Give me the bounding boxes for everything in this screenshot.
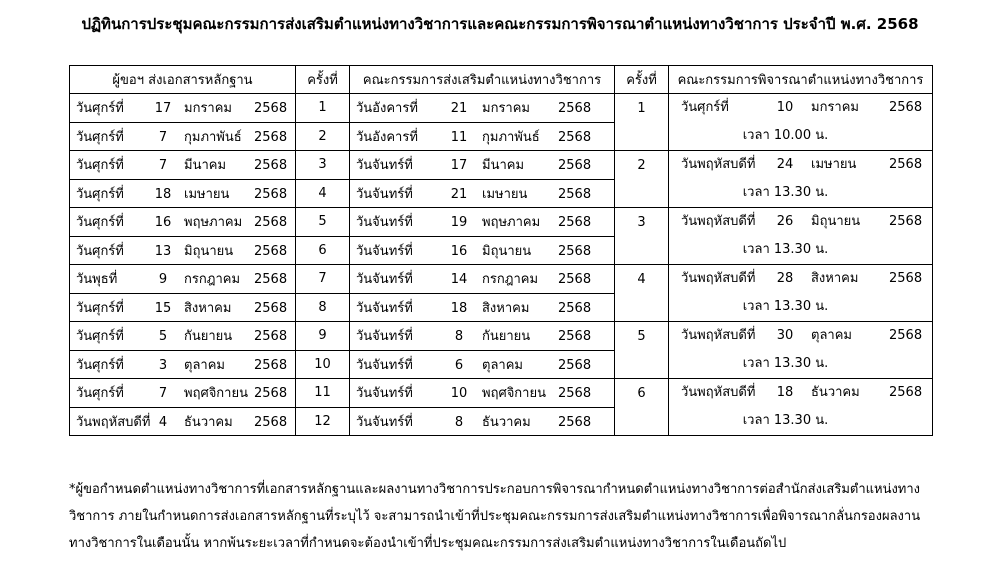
review-time: เวลา 13.30 น.: [742, 356, 829, 371]
p-weekday: วันจันทร์ที่: [356, 329, 413, 345]
table-row: [70, 94, 933, 123]
round-cell: 9: [296, 322, 350, 351]
review-date-number: 10: [776, 100, 794, 115]
p-year: 2568: [558, 158, 592, 174]
p-month: ตุลาคม: [482, 357, 523, 373]
review-time: เวลา 10.00 น.: [742, 128, 829, 143]
promotion-date-cell: [350, 94, 615, 123]
s-month: ตุลาคม: [184, 357, 225, 373]
meeting-round-cell: [615, 151, 669, 208]
review-time: เวลา 13.30 น.: [742, 413, 829, 428]
table-row: [70, 208, 933, 237]
s-month: กรกฎาคม: [184, 272, 241, 288]
round-cell: 12: [296, 407, 350, 436]
p-month: มีนาคม: [482, 158, 525, 174]
s-weekday: วันศุกร์ที่: [76, 300, 124, 316]
promotion-date-cell: [350, 208, 615, 237]
p-weekday: วันจันทร์ที่: [356, 357, 413, 373]
p-weekday: วันจันทร์ที่: [356, 386, 413, 402]
header-promotion-committee: คณะกรรมการส่งเสริมตำแหน่งทางวิชาการ: [350, 66, 615, 94]
table-row: [70, 151, 933, 180]
s-weekday: วันศุกร์ที่: [76, 186, 124, 202]
review-time: เวลา 13.30 น.: [742, 299, 829, 314]
s-month: กุมภาพันธ์: [184, 129, 242, 145]
review-time: เวลา 13.30 น.: [742, 185, 829, 200]
submit-date-cell: [70, 350, 296, 379]
meeting-round-cell: [615, 208, 669, 265]
p-year: 2568: [558, 129, 592, 145]
s-year: 2568: [254, 414, 288, 430]
submit-date-cell: [70, 407, 296, 436]
review-year: 2568: [889, 271, 923, 286]
p-year: 2568: [558, 300, 592, 316]
review-date-number: 28: [776, 271, 794, 286]
submit-date-cell: [70, 322, 296, 351]
p-date-number: 8: [454, 414, 464, 430]
s-year: 2568: [254, 186, 288, 202]
round-cell: 7: [296, 265, 350, 294]
round-cell: 4: [296, 179, 350, 208]
meeting-number: 5: [637, 329, 646, 344]
s-year: 2568: [254, 386, 288, 402]
table-row: [70, 265, 933, 294]
p-year: 2568: [558, 272, 592, 288]
meeting-number: 6: [637, 386, 646, 401]
p-weekday: วันจันทร์ที่: [356, 215, 413, 231]
s-weekday: วันพุธที่: [76, 272, 118, 288]
s-month: มิถุนายน: [184, 243, 234, 259]
review-year: 2568: [889, 100, 923, 115]
meeting-round-cell: [615, 322, 669, 379]
s-month: เมษายน: [184, 186, 230, 202]
meeting-number: 1: [637, 101, 646, 116]
promotion-date-cell: [350, 350, 615, 379]
p-date-number: 14: [450, 272, 468, 288]
review-month: ธันวาคม: [811, 385, 860, 400]
review-date-number: 24: [776, 157, 794, 172]
review-meeting-cell: [669, 265, 933, 322]
p-date-number: 21: [450, 186, 468, 202]
s-year: 2568: [254, 101, 288, 117]
p-date-number: 17: [450, 158, 468, 174]
p-weekday: วันจันทร์ที่: [356, 300, 413, 316]
s-year: 2568: [254, 357, 288, 373]
p-month: มิถุนายน: [482, 243, 532, 259]
p-date-number: 10: [450, 386, 468, 402]
promotion-date-cell: [350, 179, 615, 208]
round-cell: 2: [296, 122, 350, 151]
p-month: พฤศจิกายน: [482, 386, 546, 402]
round-cell: 1: [296, 94, 350, 123]
meeting-calendar-table: [69, 65, 933, 436]
review-year: 2568: [889, 328, 923, 343]
review-weekday: วันพฤหัสบดีที่: [681, 271, 756, 286]
promotion-date-cell: [350, 322, 615, 351]
s-date-number: 15: [154, 300, 172, 316]
meeting-number: 3: [637, 215, 646, 230]
p-weekday: วันจันทร์ที่: [356, 272, 413, 288]
p-date-number: 19: [450, 215, 468, 231]
submit-date-cell: [70, 379, 296, 408]
p-month: มกราคม: [482, 101, 530, 117]
s-month: กันยายน: [184, 329, 233, 345]
s-date-number: 17: [154, 101, 172, 117]
s-month: มกราคม: [184, 101, 232, 117]
p-month: สิงหาคม: [482, 300, 530, 316]
p-month: กันยายน: [482, 329, 531, 345]
p-weekday: วันอังคารที่: [356, 101, 418, 117]
submit-date-cell: [70, 236, 296, 265]
p-weekday: วันจันทร์ที่: [356, 414, 413, 430]
p-month: เมษายน: [482, 186, 528, 202]
s-year: 2568: [254, 129, 288, 145]
p-weekday: วันจันทร์ที่: [356, 158, 413, 174]
review-month: มกราคม: [811, 100, 859, 115]
round-cell: 5: [296, 208, 350, 237]
round-cell: 10: [296, 350, 350, 379]
review-month: มิถุนายน: [811, 214, 861, 229]
meeting-number: 2: [637, 158, 646, 173]
s-weekday: วันศุกร์ที่: [76, 386, 124, 402]
footnote: *ผู้ขอกำหนดตำแหน่งทางวิชาการที่เอกสารหลักฐานและผลงานทางวิชาการประกอบการพิจารณากำหนดตำแหน่งทางวิชาการต่อสำนักส่งเสริมตำแหน่งทางวิชาการ ภายในกำหนดการส่งเอกสารหลักฐานที่ระบุไว้ จะสามารถนำเข้าที่ประชุมคณะกรรมการส่งเสริมตำแหน่งทางวิชาการเพื่อพิจารณากลั่นกรองผลงานทางวิชาการในเดือนนั้น หากพ้นระยะเวลาที่กำหนดจะต้องนำเข้าที่ประชุมคณะกรรมการส่งเสริมตำแหน่งทางวิชาการในเดือนถัดไป: [69, 482, 921, 551]
round-cell: 6: [296, 236, 350, 265]
header-review-committee: คณะกรรมการพิจารณาตำแหน่งทางวิชาการ: [669, 66, 933, 94]
submit-date-cell: [70, 208, 296, 237]
submit-date-cell: [70, 293, 296, 322]
s-weekday: วันศุกร์ที่: [76, 357, 124, 373]
review-month: ตุลาคม: [811, 328, 852, 343]
p-year: 2568: [558, 357, 592, 373]
promotion-date-cell: [350, 293, 615, 322]
promotion-date-cell: [350, 236, 615, 265]
meeting-round-cell: [615, 265, 669, 322]
s-date-number: 4: [158, 414, 168, 430]
review-weekday: วันพฤหัสบดีที่: [681, 157, 756, 172]
s-date-number: 9: [158, 272, 168, 288]
page-title: ปฏิทินการประชุมคณะกรรมการส่งเสริมตำแหน่งทางวิชาการและคณะกรรมการพิจารณาตำแหน่งทางวิชาการ ประจำปี พ.ศ. 2568: [81, 15, 919, 33]
p-date-number: 16: [450, 243, 468, 259]
table-header-row: [70, 66, 933, 94]
p-month: พฤษภาคม: [482, 215, 541, 231]
review-year: 2568: [889, 214, 923, 229]
p-weekday: วันอังคารที่: [356, 129, 418, 145]
p-year: 2568: [558, 414, 592, 430]
s-year: 2568: [254, 300, 288, 316]
s-date-number: 7: [158, 158, 168, 174]
promotion-date-cell: [350, 122, 615, 151]
p-date-number: 8: [454, 329, 464, 345]
p-date-number: 11: [450, 129, 468, 145]
submit-date-cell: [70, 122, 296, 151]
review-year: 2568: [889, 385, 923, 400]
s-year: 2568: [254, 329, 288, 345]
review-weekday: วันศุกร์ที่: [681, 100, 729, 115]
s-weekday: วันพฤหัสบดีที่: [76, 414, 151, 430]
p-year: 2568: [558, 386, 592, 402]
submit-date-cell: [70, 94, 296, 123]
s-weekday: วันศุกร์ที่: [76, 129, 124, 145]
submit-date-cell: [70, 265, 296, 294]
review-date-number: 18: [776, 385, 794, 400]
review-meeting-cell: [669, 322, 933, 379]
review-weekday: วันพฤหัสบดีที่: [681, 214, 756, 229]
p-weekday: วันจันทร์ที่: [356, 243, 413, 259]
s-date-number: 3: [158, 357, 168, 373]
s-date-number: 7: [158, 386, 168, 402]
table-row: [70, 322, 933, 351]
p-date-number: 6: [454, 357, 464, 373]
review-date-number: 30: [776, 328, 794, 343]
meeting-round-cell: [615, 379, 669, 436]
s-weekday: วันศุกร์ที่: [76, 243, 124, 259]
s-weekday: วันศุกร์ที่: [76, 101, 124, 117]
s-weekday: วันศุกร์ที่: [76, 329, 124, 345]
s-month: ธันวาคม: [184, 414, 233, 430]
p-year: 2568: [558, 329, 592, 345]
table-row: [70, 379, 933, 408]
header-meeting-round: ครั้งที่: [615, 66, 669, 94]
p-date-number: 18: [450, 300, 468, 316]
p-date-number: 21: [450, 101, 468, 117]
promotion-date-cell: [350, 407, 615, 436]
s-year: 2568: [254, 215, 288, 231]
s-weekday: วันศุกร์ที่: [76, 215, 124, 231]
s-month: พฤษภาคม: [184, 215, 243, 231]
s-year: 2568: [254, 272, 288, 288]
review-weekday: วันพฤหัสบดีที่: [681, 328, 756, 343]
promotion-date-cell: [350, 265, 615, 294]
s-month: สิงหาคม: [184, 300, 232, 316]
review-meeting-cell: [669, 208, 933, 265]
submit-date-cell: [70, 151, 296, 180]
round-cell: 3: [296, 151, 350, 180]
promotion-date-cell: [350, 151, 615, 180]
header-submit: ผู้ขอฯ ส่งเอกสารหลักฐาน: [70, 66, 296, 94]
header-round: ครั้งที่: [296, 66, 350, 94]
p-year: 2568: [558, 186, 592, 202]
s-date-number: 13: [154, 243, 172, 259]
s-date-number: 7: [158, 129, 168, 145]
p-year: 2568: [558, 215, 592, 231]
review-year: 2568: [889, 157, 923, 172]
review-meeting-cell: [669, 151, 933, 208]
promotion-date-cell: [350, 379, 615, 408]
s-year: 2568: [254, 243, 288, 259]
review-date-number: 26: [776, 214, 794, 229]
p-year: 2568: [558, 243, 592, 259]
p-month: ธันวาคม: [482, 414, 531, 430]
meeting-number: 4: [637, 272, 646, 287]
p-year: 2568: [558, 101, 592, 117]
s-date-number: 18: [154, 186, 172, 202]
review-meeting-cell: [669, 379, 933, 436]
round-cell: 8: [296, 293, 350, 322]
s-month: มีนาคม: [184, 158, 227, 174]
review-meeting-cell: [669, 94, 933, 151]
submit-date-cell: [70, 179, 296, 208]
review-month: สิงหาคม: [811, 271, 859, 286]
review-time: เวลา 13.30 น.: [742, 242, 829, 257]
review-month: เมษายน: [811, 157, 857, 172]
s-date-number: 5: [158, 329, 168, 345]
p-month: กุมภาพันธ์: [482, 129, 540, 145]
meeting-round-cell: [615, 94, 669, 151]
p-weekday: วันจันทร์ที่: [356, 186, 413, 202]
s-month: พฤศจิกายน: [184, 386, 248, 402]
s-weekday: วันศุกร์ที่: [76, 158, 124, 174]
s-year: 2568: [254, 158, 288, 174]
review-weekday: วันพฤหัสบดีที่: [681, 385, 756, 400]
p-month: กรกฎาคม: [482, 272, 539, 288]
round-cell: 11: [296, 379, 350, 408]
s-date-number: 16: [154, 215, 172, 231]
